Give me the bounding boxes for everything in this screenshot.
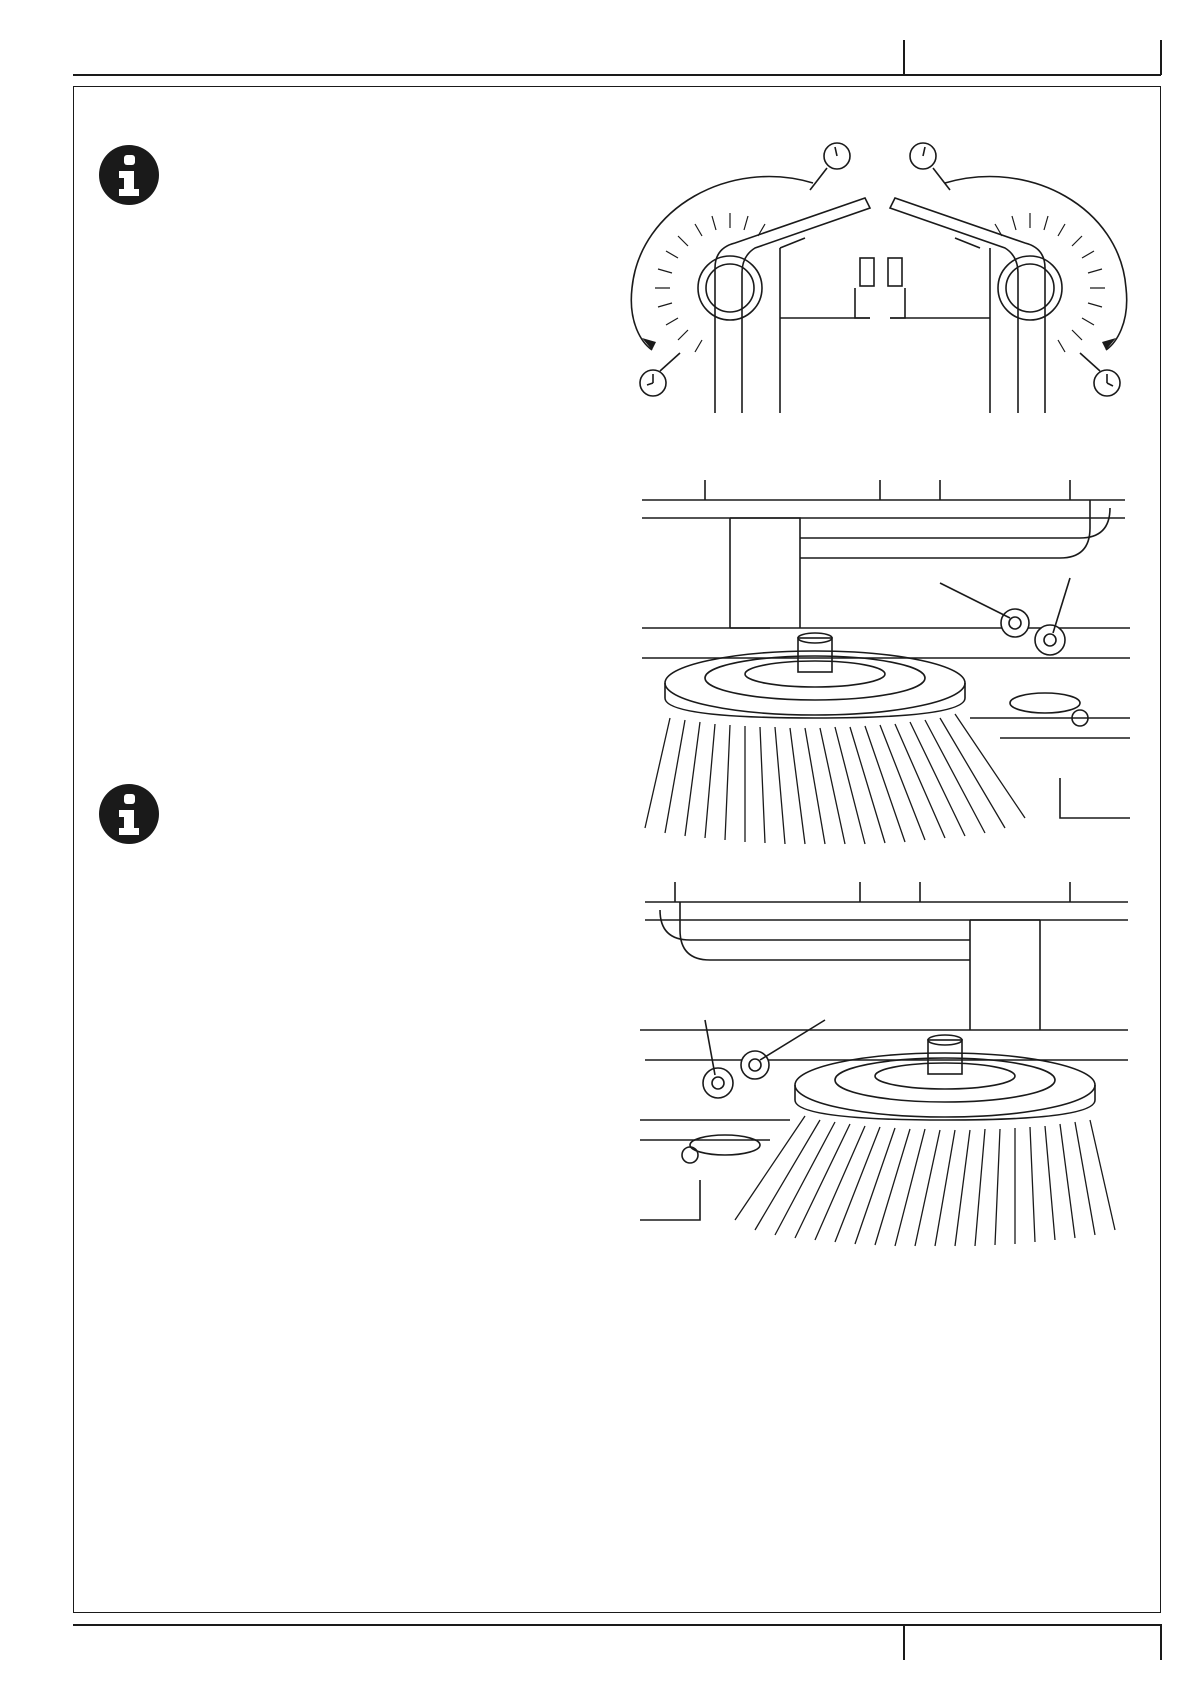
clock-icon	[640, 370, 666, 396]
clock-icon	[910, 143, 936, 169]
footer-end-tick	[1160, 1624, 1162, 1660]
side-brush-rotation-diagram	[630, 138, 1130, 418]
right-side-brush-knobs	[640, 478, 1130, 850]
header-divider	[903, 40, 905, 75]
knob-icon	[703, 1068, 733, 1098]
clock-icon	[824, 143, 850, 169]
knob-icon	[741, 1051, 769, 1079]
header-rule	[73, 74, 1161, 76]
knob-icon	[1035, 625, 1065, 655]
clock-icon	[1094, 370, 1120, 396]
header-end-tick	[1160, 40, 1162, 75]
info-icon	[98, 783, 160, 845]
knob-icon	[1001, 609, 1029, 637]
left-side-brush-knobs	[640, 880, 1130, 1252]
footer-divider	[903, 1624, 905, 1660]
info-icon	[98, 144, 160, 206]
footer-rule	[73, 1624, 1161, 1626]
